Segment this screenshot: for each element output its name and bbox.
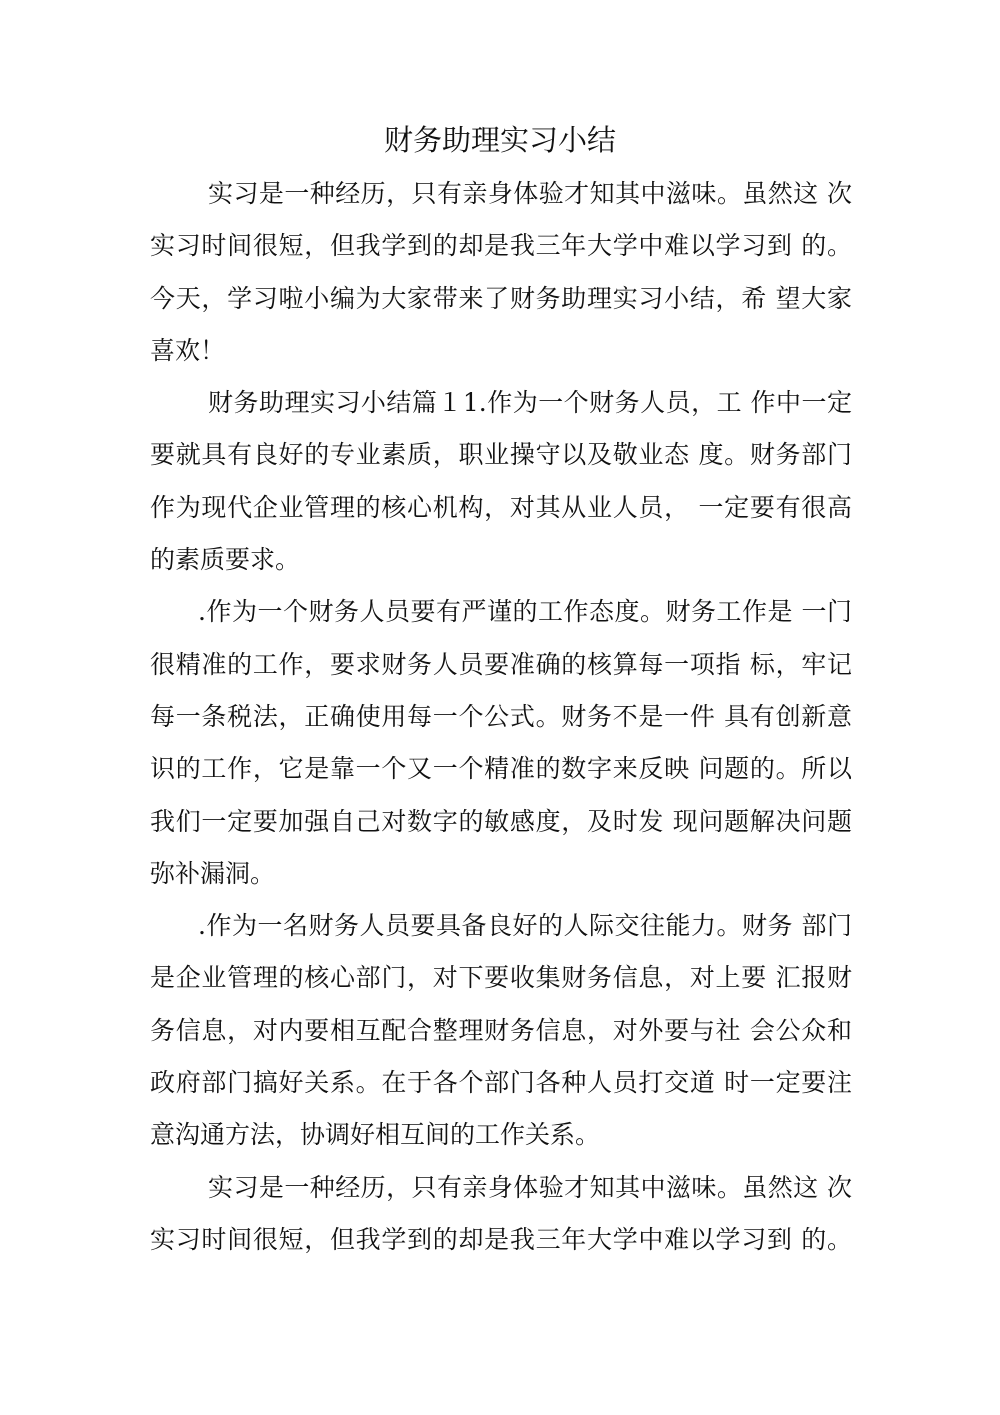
text-line: 我们一定要加强自己对数字的敏感度，及时发 现问题解决问题 bbox=[150, 806, 852, 836]
text-line: 实习是一种经历，只有亲身体验才知其中滋味。虽然这 次 bbox=[208, 1172, 852, 1202]
text-line: 今天，学习啦小编为大家带来了财务助理实习小结，希 望大家 bbox=[150, 283, 852, 313]
text-line: 实习是一种经历，只有亲身体验才知其中滋味。虽然这 次 bbox=[208, 179, 852, 208]
text-line: 很精准的工作，要求财务人员要准确的核算每一项指 标，牢记 bbox=[150, 649, 852, 679]
document-body bbox=[150, 168, 852, 1266]
text-line: 实习时间很短，但我学到的却是我三年大学中难以学习到 的。 bbox=[150, 231, 852, 261]
text-line: 的素质要求。 bbox=[150, 545, 301, 575]
text-line: 每一条税法，正确使用每一个公式。财务不是一件 具有创新意 bbox=[150, 701, 852, 731]
text-line: 务信息，对内要相互配合整理财务信息，对外要与社 会公众和 bbox=[150, 1015, 852, 1045]
text-line: 喜欢！ bbox=[150, 335, 226, 365]
paragraph bbox=[150, 377, 852, 586]
paragraph bbox=[150, 1162, 852, 1267]
text-line: .作为一个财务人员要有严谨的工作态度。财务工作是 一门 bbox=[198, 597, 852, 627]
text-line: 识的工作，它是靠一个又一个精准的数字来反映 问题的。所以 bbox=[150, 754, 852, 784]
text-line: 是企业管理的核心部门，对下要收集财务信息，对上要 汇报财 bbox=[150, 963, 852, 993]
document-title: 财务助理实习小结 bbox=[383, 123, 616, 157]
paragraph bbox=[150, 586, 852, 900]
text-line: 实习时间很短，但我学到的却是我三年大学中难以学习到 的。 bbox=[150, 1224, 852, 1254]
text-line: 要就具有良好的专业素质，职业操守以及敬业态 度。财务部门 bbox=[150, 440, 852, 470]
text-line: 政府部门搞好关系。在于各个部门各种人员打交道 时一定要注 bbox=[150, 1068, 852, 1098]
text-line: 作为现代企业管理的核心机构，对其从业人员， 一定要有很高 bbox=[150, 492, 852, 522]
paragraph bbox=[150, 168, 852, 377]
text-line: 财务助理实习小结篇１1.作为一个财务人员，工 作中一定 bbox=[208, 388, 852, 418]
text-line: .作为一名财务人员要具备良好的人际交往能力。财务 部门 bbox=[198, 911, 852, 941]
paragraph bbox=[150, 900, 852, 1161]
text-line: 弥补漏洞。 bbox=[150, 858, 276, 888]
text-line: 意沟通方法，协调好相互间的工作关系。 bbox=[150, 1120, 601, 1150]
